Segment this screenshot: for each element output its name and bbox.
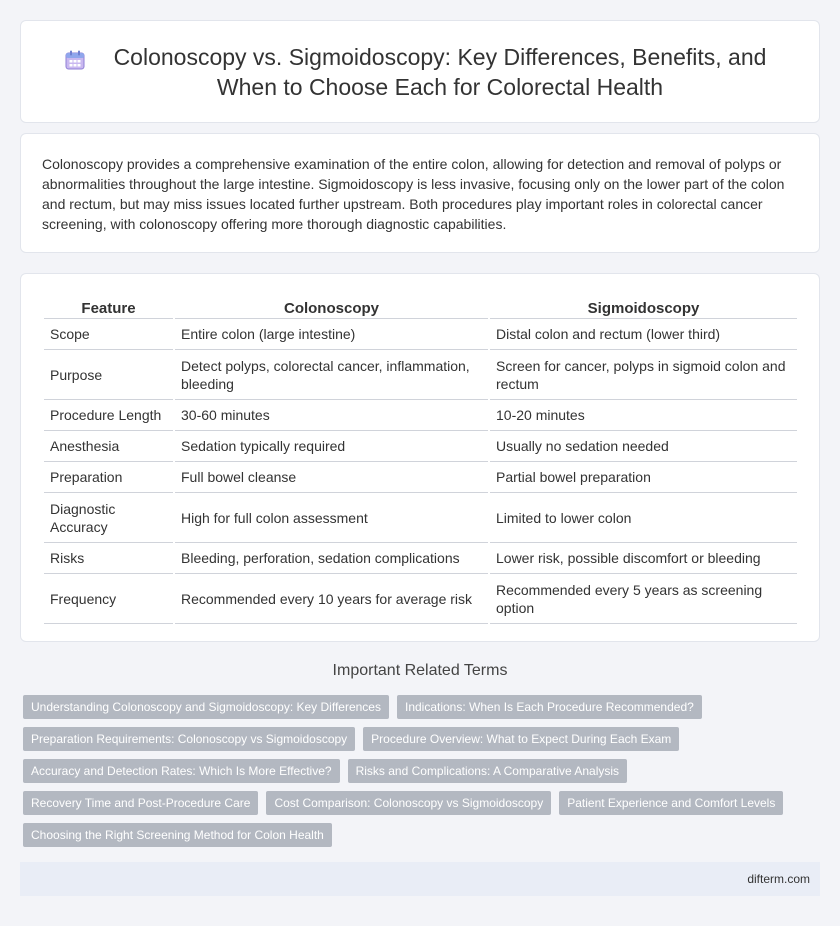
related-term-link[interactable]: Procedure Overview: What to Expect During Each Exam xyxy=(363,727,679,751)
table-cell-sigmoidoscopy: Recommended every 5 years as screening option xyxy=(490,574,797,624)
table-cell-colonoscopy: Bleeding, perforation, sedation complications xyxy=(175,543,488,574)
related-term-link[interactable]: Choosing the Right Screening Method for Colon Health xyxy=(23,823,332,847)
comparison-table-card xyxy=(20,273,820,642)
table-cell-colonoscopy: Sedation typically required xyxy=(175,431,488,462)
table-cell-feature: Preparation xyxy=(44,462,173,493)
related-term-link[interactable]: Risks and Complications: A Comparative Analysis xyxy=(348,759,627,783)
table-cell-feature: Diagnostic Accuracy xyxy=(44,493,173,543)
table-cell-colonoscopy: Detect polyps, colorectal cancer, inflammation, bleeding xyxy=(175,350,488,400)
intro-paragraph: Colonoscopy provides a comprehensive examination of the entire colon, allowing for detection and removal of polyps or abnormalities throughout the large intestine. Sigmoidoscopy is less invasive, focusing only on the lower part of the colon and rectum, but may miss issues located further upstream. Both procedures play important roles in colorectal cancer screening, with colonoscopy offering more thorough diagnostic capabilities. xyxy=(42,156,785,232)
related-terms-list xyxy=(23,695,823,855)
header-colonoscopy: Colonoscopy xyxy=(175,295,488,319)
related-terms-title: Important Related Terms xyxy=(332,662,508,679)
table-cell-sigmoidoscopy: 10-20 minutes xyxy=(490,400,797,431)
intro-card xyxy=(20,133,820,253)
related-term-link[interactable]: Indications: When Is Each Procedure Recommended? xyxy=(397,695,702,719)
table-row xyxy=(44,493,797,543)
table-cell-colonoscopy: Full bowel cleanse xyxy=(175,462,488,493)
table-cell-feature: Purpose xyxy=(44,350,173,400)
table-row xyxy=(44,400,797,431)
footer xyxy=(20,862,820,896)
table-row xyxy=(44,574,797,624)
table-row xyxy=(44,319,797,350)
table-cell-sigmoidoscopy: Distal colon and rectum (lower third) xyxy=(490,319,797,350)
table-cell-feature: Risks xyxy=(44,543,173,574)
header-feature: Feature xyxy=(44,295,173,319)
table-row xyxy=(44,431,797,462)
table-row xyxy=(44,350,797,400)
page-title: Colonoscopy vs. Sigmoidoscopy: Key Differences, Benefits, and When to Choose Each for Colorectal Health xyxy=(113,43,767,100)
table-cell-sigmoidoscopy: Partial bowel preparation xyxy=(490,462,797,493)
related-term-link[interactable]: Preparation Requirements: Colonoscopy vs Sigmoidoscopy xyxy=(23,727,355,751)
table-cell-sigmoidoscopy: Screen for cancer, polyps in sigmoid colon and rectum xyxy=(490,350,797,400)
table-cell-colonoscopy: Recommended every 10 years for average risk xyxy=(175,574,488,624)
header-sigmoidoscopy: Sigmoidoscopy xyxy=(490,295,797,319)
table-cell-feature: Procedure Length xyxy=(44,400,173,431)
table-cell-sigmoidoscopy: Limited to lower colon xyxy=(490,493,797,543)
table-cell-sigmoidoscopy: Usually no sedation needed xyxy=(490,431,797,462)
table-cell-colonoscopy: Entire colon (large intestine) xyxy=(175,319,488,350)
table-header-row xyxy=(44,295,797,319)
related-term-link[interactable]: Cost Comparison: Colonoscopy vs Sigmoidoscopy xyxy=(266,791,551,815)
footer-site-link[interactable]: difterm.com xyxy=(747,872,810,886)
related-term-link[interactable]: Understanding Colonoscopy and Sigmoidoscopy: Key Differences xyxy=(23,695,389,719)
table-cell-feature: Frequency xyxy=(44,574,173,624)
title-card xyxy=(20,20,820,123)
related-term-link[interactable]: Patient Experience and Comfort Levels xyxy=(559,791,783,815)
table-row xyxy=(44,462,797,493)
table-cell-colonoscopy: 30-60 minutes xyxy=(175,400,488,431)
table-row xyxy=(44,543,797,574)
table-cell-feature: Scope xyxy=(44,319,173,350)
table-cell-sigmoidoscopy: Lower risk, possible discomfort or bleeding xyxy=(490,543,797,574)
related-term-link[interactable]: Recovery Time and Post-Procedure Care xyxy=(23,791,258,815)
related-term-link[interactable]: Accuracy and Detection Rates: Which Is More Effective? xyxy=(23,759,340,783)
comparison-table xyxy=(42,295,799,624)
table-cell-feature: Anesthesia xyxy=(44,431,173,462)
table-cell-colonoscopy: High for full colon assessment xyxy=(175,493,488,543)
